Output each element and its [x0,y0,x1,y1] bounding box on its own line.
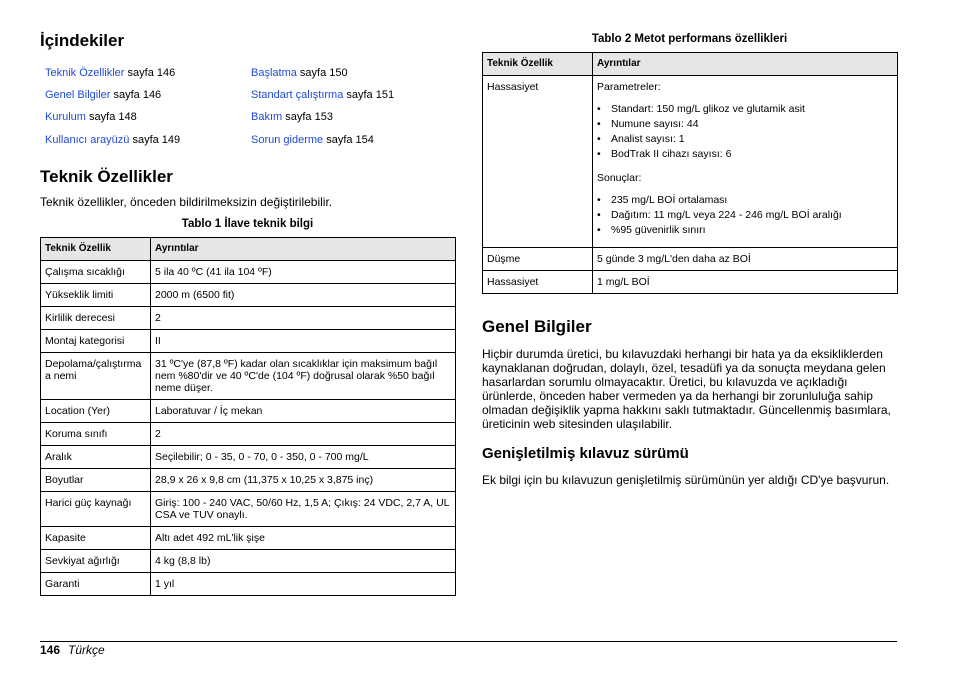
toc-page: sayfa 154 [323,134,374,146]
spec-name: Kapasite [41,527,151,550]
spec-value: 4 kg (8,8 lb) [151,550,456,573]
params-list [597,102,893,162]
table-row [41,446,456,469]
table-row [41,423,456,446]
specs-table [40,237,456,596]
spec-name: Garanti [41,573,151,596]
toc-link-sorun-giderme[interactable]: Sorun giderme [251,134,324,146]
spec-value: Giriş: 100 - 240 VAC, 50/60 Hz, 1,5 A; Çıkış: 24 VDC, 2,7 A, UL CSA ve TUV onaylı. [151,492,456,527]
toc-page: sayfa 153 [282,111,333,123]
column-header: Ayrıntılar [151,238,456,261]
toc-link-genel-bilgiler[interactable]: Genel Bilgiler [45,89,111,101]
spec-value: Laboratuvar / İç mekan [151,400,456,423]
toc-row [45,109,455,125]
spec-value: Altı adet 492 mL'lik şişe [151,527,456,550]
toc-row [45,132,455,148]
spec-value: 1 yıl [151,573,456,596]
table-row [483,271,898,294]
toc-page: sayfa 146 [110,89,162,101]
spec-name: Location (Yer) [41,400,151,423]
toc-page: sayfa 146 [124,67,176,79]
toc-link-kullanici-arayuzu[interactable]: Kullanıcı arayüzü [45,134,130,146]
spec-value: 1 mg/L BOİ [593,271,898,294]
spec-value: 31 ºC'ye (87,8 ºF) kadar olan sıcaklıklar için maksimum bağıl nem %80'dir ve 40 ºC'de (104 ºF) doğrusal olarak %50 bağıl neme düşer. [151,353,456,400]
general-title: Genel Bilgiler [482,317,592,336]
table-row [41,330,456,353]
spec-name: Hassasiyet [483,271,593,294]
toc-page: sayfa 148 [85,111,137,123]
list-item: • 235 mg/L BOİ ortalaması [597,193,893,208]
page-number: 146 [40,643,61,657]
spec-name: Sevkiyat ağırlığı [41,550,151,573]
toc-link-baslatma[interactable]: Başlatma [251,67,297,79]
results-list [597,193,893,238]
table-row [41,550,456,573]
toc-page: sayfa 149 [129,134,181,146]
spec-name: Montaj kategorisi [41,330,151,353]
table-row [41,400,456,423]
spec-value [593,76,898,248]
list-item: • %95 güvenirlik sınırı [597,223,893,238]
results-label: Sonuçlar: [597,172,642,184]
table-row [483,248,898,271]
list-item: • BodTrak II cihazı sayısı: 6 [597,147,893,162]
table-row [41,469,456,492]
column-header: Teknik Özellik [41,238,151,261]
extended-manual-body: Ek bilgi için bu kılavuzun genişletilmiş sürümünün yer aldığı CD'ye başvurun. [482,473,890,487]
specs-intro: Teknik özellikler, önceden bildirilmeksizin değiştirilebilir. [40,195,333,209]
list-item: • Numune sayısı: 44 [597,117,893,132]
table-row [483,76,898,248]
column-header: Ayrıntılar [593,53,898,76]
spec-name: Çalışma sıcaklığı [41,261,151,284]
table-row [41,353,456,400]
table-row [41,573,456,596]
spec-name: Kirlilik derecesi [41,307,151,330]
table-header-row [483,53,898,76]
spec-name: Aralık [41,446,151,469]
spec-name: Depolama/çalıştırma a nemi [41,353,151,400]
list-item: • Standart: 150 mg/L glikoz ve glutamik asit [597,102,893,117]
spec-value: 2 [151,423,456,446]
spec-value: 2000 m (6500 fit) [151,284,456,307]
toc-link-teknik-ozellikler[interactable]: Teknik Özellikler [45,67,125,79]
spec-name: Düşme [483,248,593,271]
performance-table [482,52,898,294]
table-row [41,284,456,307]
list-item: • Analist sayısı: 1 [597,132,893,147]
list-item: • Dağıtım: 11 mg/L veya 224 - 246 mg/L BOİ aralığı [597,208,893,223]
specs-title: Teknik Özellikler [40,167,173,186]
spec-name: Koruma sınıfı [41,423,151,446]
table-header-row [41,238,456,261]
table-row [41,492,456,527]
footer-language: Türkçe [68,643,105,657]
footer [40,643,105,657]
toc-row [45,65,455,81]
params-label: Parametreler: [597,81,661,93]
toc-title: İçindekiler [40,31,125,50]
spec-value: Seçilebilir; 0 - 35, 0 - 70, 0 - 350, 0 - 700 mg/L [151,446,456,469]
spec-value: II [151,330,456,353]
table-row [41,261,456,284]
spec-name: Boyutlar [41,469,151,492]
spec-value: 5 günde 3 mg/L'den daha az BOİ [593,248,898,271]
table1-caption: Tablo 1 İlave teknik bilgi [181,218,314,230]
general-body: Hiçbir durumda üretici, bu kılavuzdaki herhangi bir hata ya da eksikliklerden kaynaklanan doğrudan, dolaylı, özel, tesadüfi ya da sonuçta meydana gelen hasarlardan sorumlu olmayacaktır. Üretici, bu kılavuzda ve açıkladığı ürünlerde, önceden haber vermeden ya da herhangi bir zorunluluğa sahip olmadan değişiklik yapma hakkını saklı tutmaktadır. Güncellenmiş basımlara, üreticinin web sitesinden ulaşılabilir. [482,347,891,431]
spec-name: Yükseklik limiti [41,284,151,307]
table2-caption: Tablo 2 Metot performans özellikleri [591,33,788,45]
toc-page: sayfa 151 [343,89,395,101]
spec-name: Harici güç kaynağı [41,492,151,527]
toc-row [45,87,455,103]
toc-link-bakim[interactable]: Bakım [251,111,283,123]
spec-name: Hassasiyet [483,76,593,248]
footer-divider [40,641,897,642]
spec-value: 5 ila 40 ºC (41 ila 104 ºF) [151,261,456,284]
spec-value: 28,9 x 26 x 9,8 cm (11,375 x 10,25 x 3,875 inç) [151,469,456,492]
extended-manual-title: Genişletilmiş kılavuz sürümü [482,445,689,462]
column-header: Teknik Özellik [483,53,593,76]
spec-value: 2 [151,307,456,330]
toc-link-standart-calistirma[interactable]: Standart çalıştırma [251,89,344,101]
table-row [41,527,456,550]
toc-link-kurulum[interactable]: Kurulum [45,111,86,123]
table-row [41,307,456,330]
toc-page: sayfa 150 [296,67,348,79]
